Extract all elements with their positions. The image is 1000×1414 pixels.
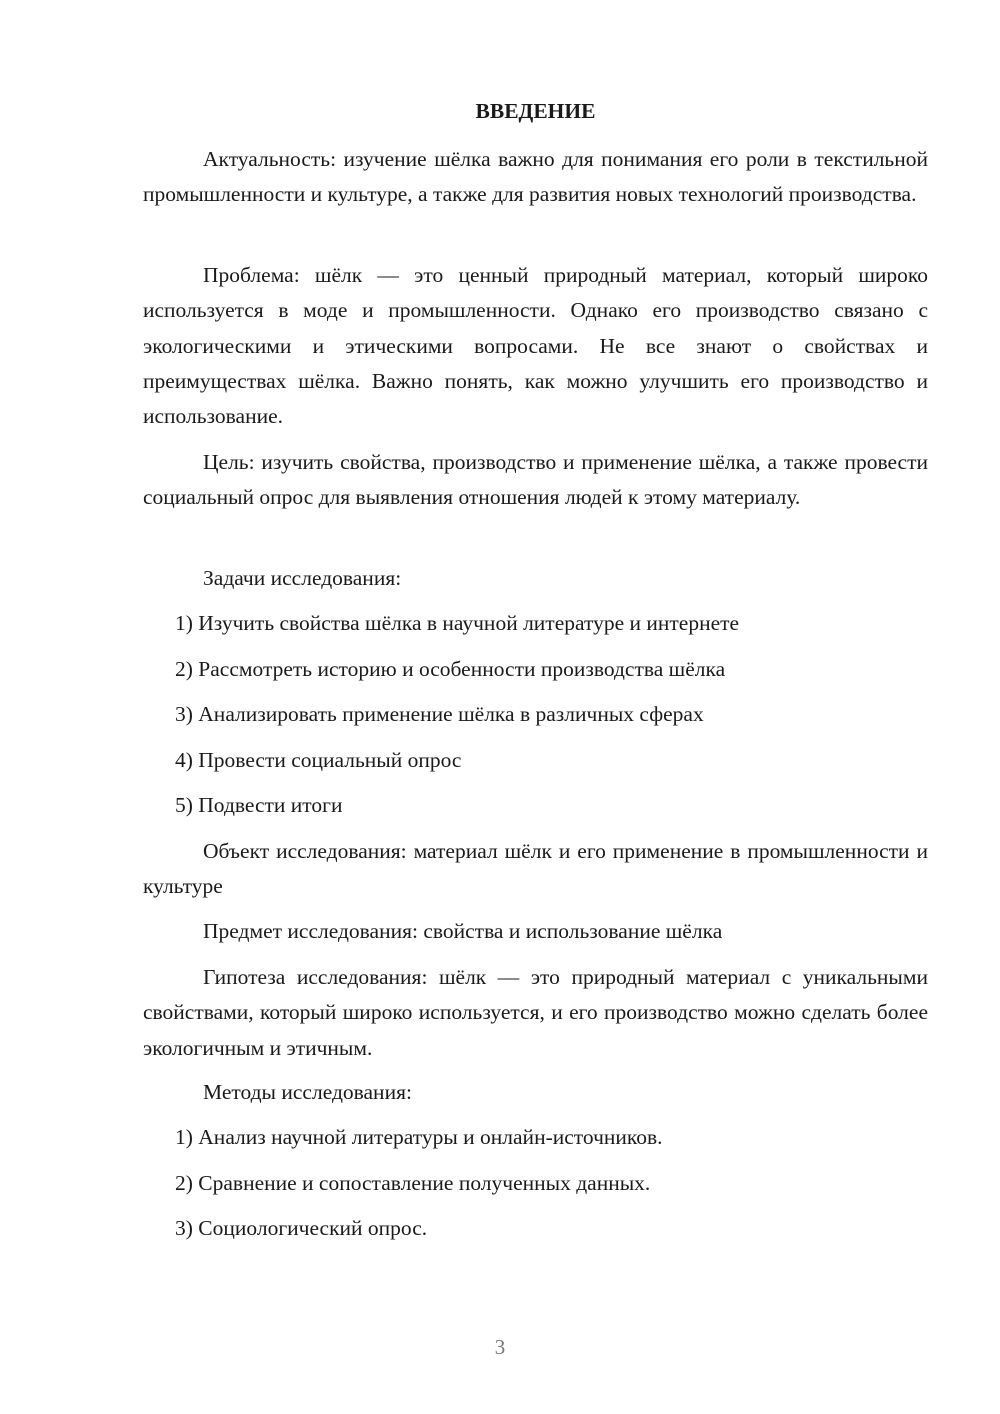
page-number: 3 xyxy=(494,1335,506,1359)
task-item: 3) Анализировать применение шёлка в различных сферах xyxy=(175,702,704,726)
relevance-paragraph: Актуальность: изучение шёлка важно для понимания его роли в текстильной промышленности и культуре, а также для развития новых технологий производства. xyxy=(143,147,928,207)
task-item: 4) Провести социальный опрос xyxy=(175,748,462,772)
method-item: 2) Сравнение и сопоставление полученных данных. xyxy=(175,1171,651,1195)
task-item: 2) Рассмотреть историю и особенности производства шёлка xyxy=(175,657,726,681)
method-item: 3) Социологический опрос. xyxy=(175,1216,428,1240)
task-item: 5) Подвести итоги xyxy=(175,793,343,817)
tasks-heading: Задачи исследования: xyxy=(203,566,402,590)
subject-paragraph: Предмет исследования: свойства и использование шёлка xyxy=(203,919,723,943)
goal-paragraph: Цель: изучить свойства, производство и применение шёлка, а также провести социальный опрос для выявления отношения людей к этому материалу. xyxy=(143,450,928,510)
task-item: 1) Изучить свойства шёлка в научной литературе и интернете xyxy=(175,611,740,635)
problem-paragraph: Проблема: шёлк — это ценный природный материал, который широко используется в моде и промышленности. Однако его производство связано с экологическими и этическими вопросами. Не все знают о свойствах и преимуществах шёлка. Важно понять, как можно улучшить его производство и использование. xyxy=(143,263,928,429)
methods-heading: Методы исследования: xyxy=(203,1080,412,1104)
section-title: ВВЕДЕНИЕ xyxy=(475,99,596,123)
object-paragraph: Объект исследования: материал шёлк и его применение в промышленности и культуре xyxy=(143,839,928,899)
method-item: 1) Анализ научной литературы и онлайн-источников. xyxy=(175,1125,663,1149)
hypothesis-paragraph: Гипотеза исследования: шёлк — это природный материал с уникальными свойствами, который широко используется, и его производство можно сделать более экологичным и этичным. xyxy=(143,965,928,1060)
